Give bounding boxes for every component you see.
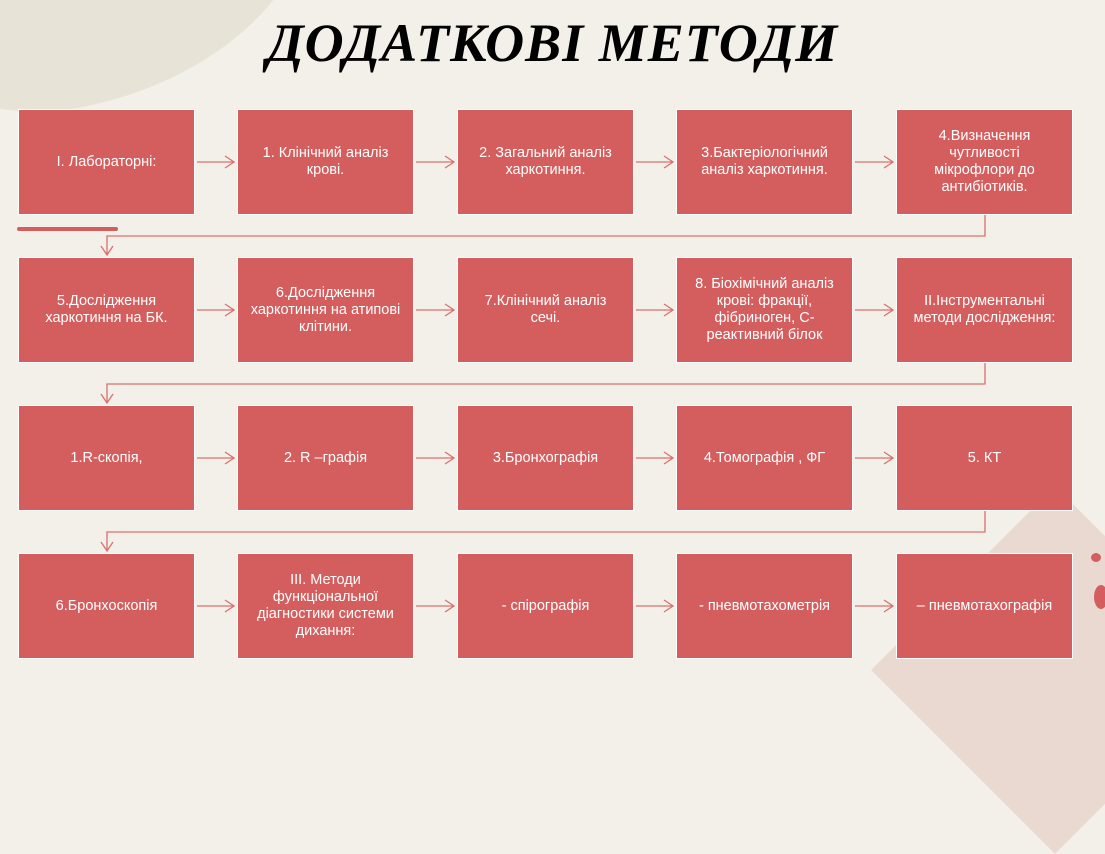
flow-box: - пневмотахометрія: [676, 553, 853, 659]
arrow-right: [197, 304, 234, 316]
arrow-right: [197, 600, 234, 612]
flow-box: 1.R-скопія,: [18, 405, 195, 511]
flow-box: 4.Визначення чутливості мікрофлори до антибіотиків.: [896, 109, 1073, 215]
flow-box: 7.Клінічний аналіз сечі.: [457, 257, 634, 363]
arrow-row-connector: [101, 363, 985, 403]
arrow-row-connector: [101, 215, 985, 255]
arrow-right: [636, 304, 673, 316]
flow-box: 5. КТ: [896, 405, 1073, 511]
arrow-right: [636, 600, 673, 612]
flow-box: 6.Бронхоскопія: [18, 553, 195, 659]
arrow-right: [197, 156, 234, 168]
flow-box: – пневмотахографія: [896, 553, 1073, 659]
flow-box: 5.Дослідження харкотиння на БК.: [18, 257, 195, 363]
arrow-right: [855, 304, 893, 316]
flow-box: II.Інструментальні методи дослідження:: [896, 257, 1073, 363]
arrow-right: [855, 600, 893, 612]
arrow-right: [855, 156, 893, 168]
flow-box: 3.Бактеріологічний аналіз харкотиння.: [676, 109, 853, 215]
flow-box: 2. Загальний аналіз харкотиння.: [457, 109, 634, 215]
flow-box: 8. Біохімічний аналіз крові: фракції, фібриноген, С-реактивний білок: [676, 257, 853, 363]
arrow-right: [416, 452, 454, 464]
arrow-right: [416, 156, 454, 168]
arrow-row-connector: [101, 511, 985, 551]
arrow-right: [416, 600, 454, 612]
flow-box: 4.Томографія , ФГ: [676, 405, 853, 511]
arrow-right: [636, 452, 673, 464]
flow-box: 6.Дослідження харкотиння на атипові клітини.: [237, 257, 414, 363]
flow-box: 1. Клінічний аналіз крові.: [237, 109, 414, 215]
arrow-right: [636, 156, 673, 168]
arrow-right: [855, 452, 893, 464]
slide-title: ДОДАТКОВІ МЕТОДИ: [266, 13, 839, 73]
flow-box: 2. R –графія: [237, 405, 414, 511]
flow-box: III. Методи функціональної діагностики системи дихання:: [237, 553, 414, 659]
flow-box: 3.Бронхографія: [457, 405, 634, 511]
flow-box: I. Лабораторні:: [18, 109, 195, 215]
arrow-right: [197, 452, 234, 464]
arrow-right: [416, 304, 454, 316]
flow-box: - спірографія: [457, 553, 634, 659]
